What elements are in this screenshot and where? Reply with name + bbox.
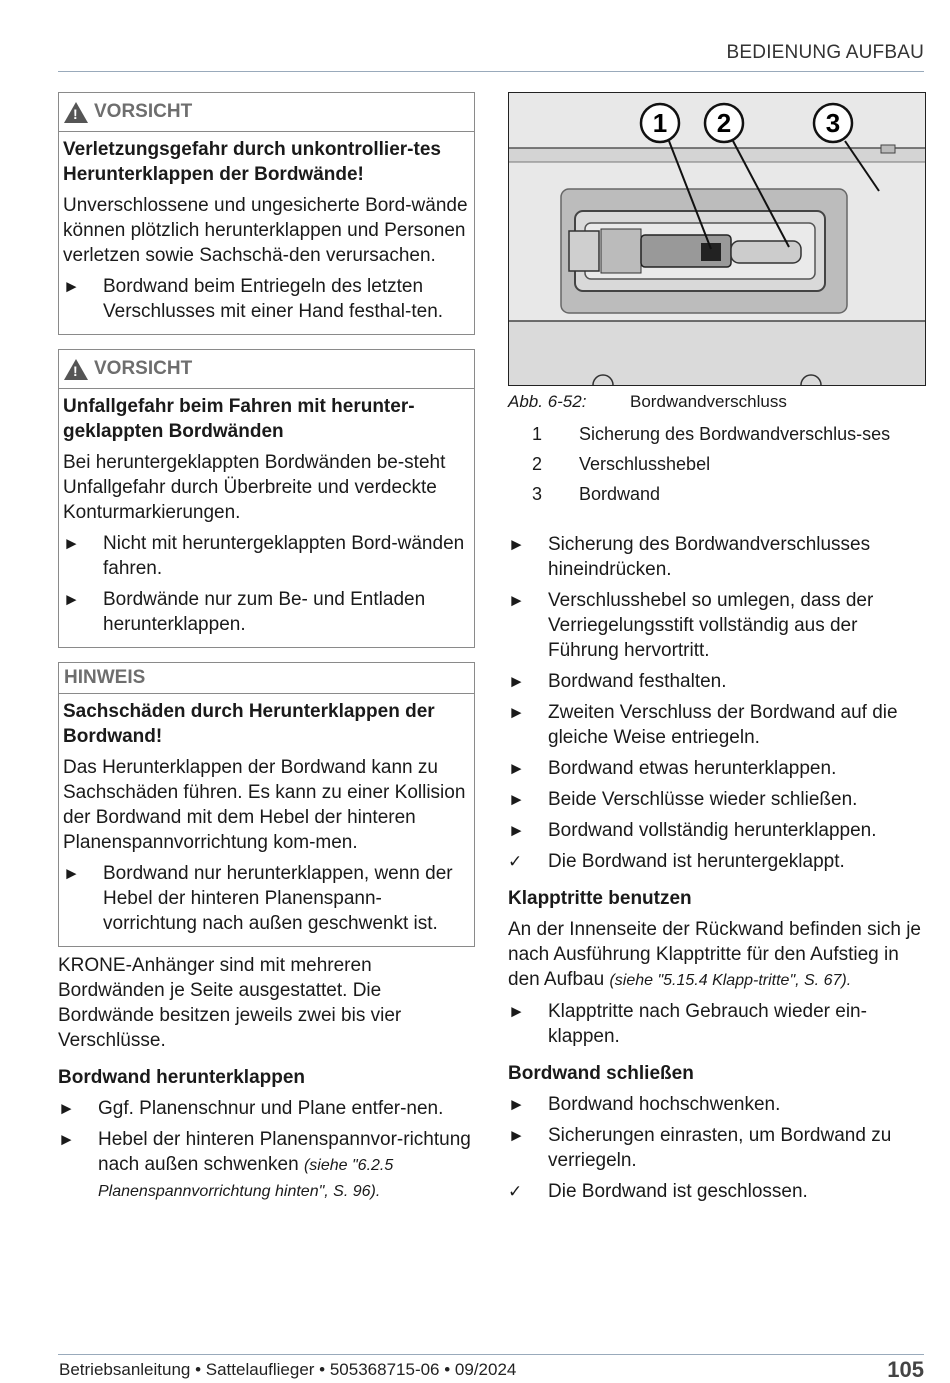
step-item: ► Klapptritte nach Gebrauch wieder ein-klappen. bbox=[508, 1001, 867, 1047]
page-number: 105 bbox=[887, 1357, 924, 1382]
notice-header bbox=[59, 663, 474, 694]
bullet-arrow-icon: ► bbox=[63, 590, 80, 609]
figure-bordwandverschluss bbox=[508, 92, 926, 386]
warning-triangle-icon: ! bbox=[64, 359, 88, 380]
caution-label: VORSICHT bbox=[94, 101, 193, 122]
bullet-arrow-icon: ► bbox=[63, 277, 80, 296]
caution-header bbox=[59, 93, 474, 132]
section-text: An der Innenseite der Rückwand befinden sich je nach Ausführung Klapptritte für den Aufstieg in den Aufbau (siehe "5.15.4 Klapp-tritte", S. 67). bbox=[508, 919, 921, 990]
bullet-arrow-icon: ► bbox=[508, 1002, 525, 1021]
callout-1: 1 bbox=[652, 108, 668, 138]
bullet-arrow-icon: ► bbox=[508, 535, 525, 554]
page-header-title: BEDIENUNG AUFBAU bbox=[726, 42, 924, 63]
bullet-arrow-icon: ► bbox=[58, 1099, 75, 1118]
step-item: ► Bordwand etwas herunterklappen. bbox=[508, 758, 837, 779]
result-item: ✓ Die Bordwand ist geschlossen. bbox=[508, 1181, 808, 1202]
right-column bbox=[508, 92, 926, 1210]
bullet-arrow-icon: ► bbox=[58, 1130, 75, 1149]
bullet-arrow-icon: ► bbox=[508, 703, 525, 722]
caution-heading: Unfallgefahr beim Fahren mit herunter-geklappten Bordwänden bbox=[63, 396, 415, 442]
bullet-arrow-icon: ► bbox=[63, 864, 80, 883]
caution-bullet: ► Nicht mit heruntergeklappten Bord-wänden fahren. bbox=[63, 533, 465, 579]
bullet-arrow-icon: ► bbox=[508, 591, 525, 610]
caution-bullet: ► Bordwände nur zum Be- und Entladen herunterklappen. bbox=[63, 589, 426, 635]
result-item: ✓ Die Bordwand ist heruntergeklappt. bbox=[508, 851, 845, 872]
footer-text: Betriebsanleitung • Sattelauflieger • 505368715-06 • 09/2024 bbox=[59, 1360, 517, 1379]
bullet-arrow-icon: ► bbox=[508, 790, 525, 809]
step-item: ► Bordwand vollständig herunterklappen. bbox=[508, 820, 877, 841]
bullet-arrow-icon: ► bbox=[508, 759, 525, 778]
figure-caption: Abb. 6-52: Bordwandverschluss bbox=[508, 392, 787, 411]
caution-text: Unverschlossene und ungesicherte Bord-wände können plötzlich herunterklappen und Personen verletzen sowie Sachschä-den verursachen. bbox=[63, 195, 468, 266]
caution-heading: Verletzungsgefahr durch unkontrollier-tes Herunterklappen der Bordwände! bbox=[63, 139, 441, 185]
caution-bullet: ► Bordwand beim Entriegeln des letzten Verschlusses mit einer Hand festhal-ten. bbox=[63, 276, 444, 322]
notice-text: Das Herunterklappen der Bordwand kann zu Sachschäden führen. Es kann zu einer Kollision der Bordwand mit dem Hebel der hinteren Planenspannvorrichtung kom-men. bbox=[63, 757, 466, 853]
caution-box-2 bbox=[58, 349, 475, 648]
bullet-arrow-icon: ► bbox=[508, 1095, 525, 1114]
caution-label: VORSICHT bbox=[94, 358, 193, 379]
figure-legend bbox=[508, 422, 926, 506]
latch-illustration bbox=[509, 93, 925, 385]
cross-reference-link[interactable]: (siehe "5.15.4 Klapp-tritte", S. 67). bbox=[609, 972, 852, 989]
section-heading: Bordwand schließen bbox=[508, 1063, 694, 1084]
legend-item: 1 Sicherung des Bordwandverschlus-ses bbox=[531, 424, 891, 444]
caution-text: Bei heruntergeklappten Bordwänden be-steht Unfallgefahr durch Überbreite und verdeckte Konturmarkierungen. bbox=[63, 452, 446, 523]
step-item: ► Bordwand hochschwenken. bbox=[508, 1094, 781, 1115]
step-item: ► Sicherung des Bordwandverschlusses hineindrücken. bbox=[508, 534, 871, 580]
bullet-arrow-icon: ► bbox=[508, 821, 525, 840]
intro-paragraph: KRONE-Anhänger sind mit mehreren Bordwänden je Seite ausgestattet. Die Bordwände besitzen jeweils zwei bis vier Verschlüsse. bbox=[58, 955, 402, 1051]
callout-2: 2 bbox=[716, 108, 732, 138]
footer-divider bbox=[58, 1354, 924, 1355]
step-item: ► Verschlusshebel so umlegen, dass der Verriegelungsstift vollständig aus der Führung hervortritt. bbox=[508, 590, 874, 661]
header-divider bbox=[58, 71, 924, 72]
warning-triangle-icon: ! bbox=[64, 102, 88, 123]
legend-item: 3 Bordwand bbox=[531, 484, 661, 504]
step-item: ► Bordwand festhalten. bbox=[508, 671, 727, 692]
caution-box-1 bbox=[58, 92, 475, 335]
step-item: ► Hebel der hinteren Planenspannvor-richtung nach außen schwenken (siehe "6.2.5 Planenspannvorrichtung hinten", S. 96). bbox=[58, 1127, 475, 1204]
bullet-arrow-icon: ► bbox=[508, 672, 525, 691]
callout-3: 3 bbox=[825, 108, 841, 138]
checkmark-icon: ✓ bbox=[508, 1182, 523, 1201]
step-item: ► Ggf. Planenschnur und Plane entfer-nen. bbox=[58, 1098, 444, 1119]
notice-box bbox=[58, 662, 475, 947]
section-heading: Bordwand herunterklappen bbox=[58, 1067, 306, 1088]
step-item: ► Beide Verschlüsse wieder schließen. bbox=[508, 789, 858, 810]
section-heading: Klapptritte benutzen bbox=[508, 888, 692, 909]
bullet-arrow-icon: ► bbox=[508, 1126, 525, 1145]
step-item: ► Zweiten Verschluss der Bordwand auf die gleiche Weise entriegeln. bbox=[508, 702, 898, 748]
legend-item: 2 Verschlusshebel bbox=[531, 454, 711, 474]
notice-bullet: ► Bordwand nur herunterklappen, wenn der Hebel der hinteren Planenspann-vorrichtung nach außen geschwenkt ist. bbox=[63, 863, 453, 934]
checkmark-icon: ✓ bbox=[508, 852, 523, 871]
left-column bbox=[58, 92, 475, 1210]
cross-reference-link[interactable]: (siehe "6.2.5 Planenspannvorrichtung hinten", S. 96). bbox=[98, 1157, 394, 1200]
step-item: ► Sicherungen einrasten, um Bordwand zu verriegeln. bbox=[508, 1125, 892, 1171]
notice-label: HINWEIS bbox=[64, 667, 146, 688]
bullet-arrow-icon: ► bbox=[63, 534, 80, 553]
notice-heading: Sachschäden durch Herunterklappen der Bordwand! bbox=[63, 701, 435, 747]
caution-header bbox=[59, 350, 474, 389]
